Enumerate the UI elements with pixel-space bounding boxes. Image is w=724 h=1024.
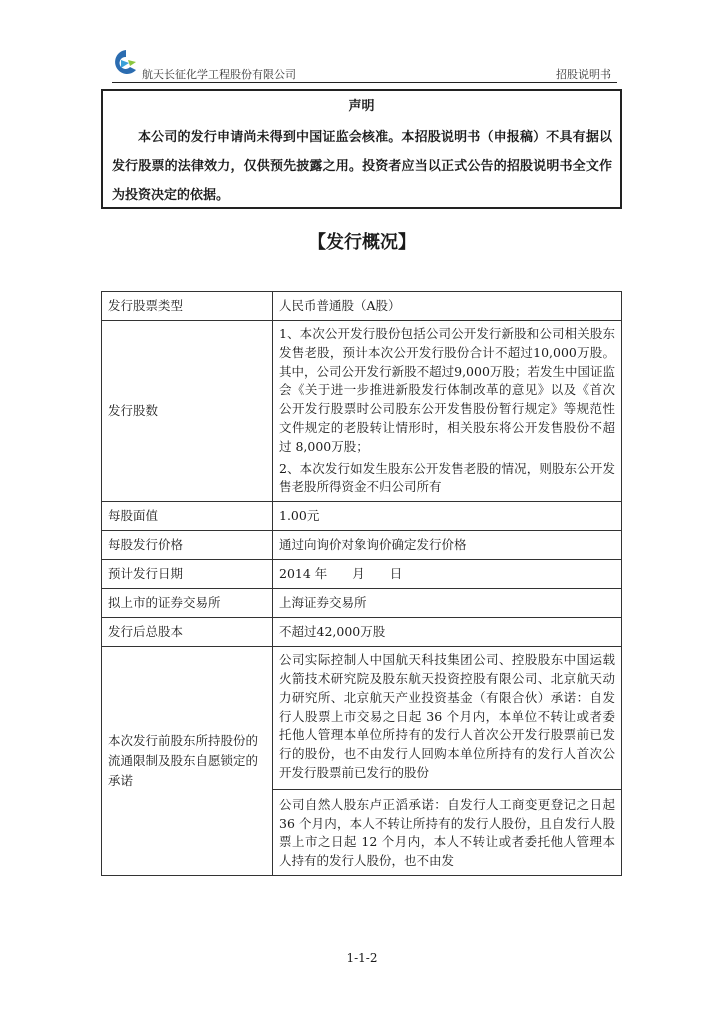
- row-label: 本次发行前股东所持股份的流通限制及股东自愿锁定的承诺: [102, 647, 273, 876]
- row-label: 发行股数: [102, 321, 273, 502]
- notice-title: 声明: [348, 99, 375, 114]
- paragraph: 公司自然人股东卢正滔承诺：自发行人工商变更登记之日起 36 个月内，本人不转让所持有的发行人股份，且自发行人股票上市之日起 12 个月内，本人不转让或者委托他人管理本人持有的发行人股份，也不由发: [273, 789, 621, 871]
- row-value: [273, 647, 622, 876]
- notice-box: [101, 89, 622, 209]
- row-value: 上海证券交易所: [273, 589, 622, 618]
- company-name: 航天长征化学工程股份有限公司: [142, 68, 296, 81]
- row-label: 拟上市的证券交易所: [102, 589, 273, 618]
- table-row: [102, 589, 622, 618]
- row-label: 预计发行日期: [102, 560, 273, 589]
- notice-body: 本公司的发行申请尚未得到中国证监会核准。本招股说明书（申报稿）不具有据以发行股票的法律效力，仅供预先披露之用。投资者应当以正式公告的招股说明书全文作为投资决定的依据。: [112, 130, 612, 203]
- table-row: [102, 292, 622, 321]
- row-value: 人民币普通股（A股）: [273, 292, 622, 321]
- page-header: [112, 48, 617, 83]
- table-row: [102, 647, 622, 876]
- table-row: [102, 618, 622, 647]
- document-type: 招股说明书: [556, 68, 611, 81]
- page-number: 1-1-2: [346, 951, 378, 965]
- row-label: 发行后总股本: [102, 618, 273, 647]
- offering-summary-table: [101, 291, 622, 876]
- section-title: 【发行概况】: [308, 232, 416, 253]
- row-label: 每股发行价格: [102, 531, 273, 560]
- paragraph: 1、本次公开发行股份包括公司公开发行新股和公司相关股东发售老股，预计本次公开发行股份合计不超过10,000万股。其中，公司公开发行新股不超过9,000万股；若发生中国证监会《关于进一步推进新股发行体制改革的意见》以及《首次公开发行股票时公司股东公开发售股份暂行规定》等规范性文件规定的老股转让情形时，相关股东将公开发售股份不超过 8,000万股；: [279, 326, 615, 454]
- row-label: 每股面值: [102, 502, 273, 531]
- row-label: 发行股票类型: [102, 292, 273, 321]
- row-value: 2014 年 月 日: [273, 560, 622, 589]
- row-value: [273, 321, 622, 502]
- row-value: 不超过42,000万股: [273, 618, 622, 647]
- paragraph: 2、本次发行如发生股东公开发售老股的情况，则股东公开发售老股所得资金不归公司所有: [279, 460, 615, 495]
- table-row: [102, 560, 622, 589]
- paragraph: 公司实际控制人中国航天科技集团公司、控股股东中国运载火箭技术研究院及股东航天投资控股有限公司、北京航天动力研究所、北京航天产业投资基金（有限合伙）承诺：自发行人股票上市交易之日起 36 个月内，本单位不转让或者委托他人管理本单位所持有的发行人首次公开发行股票前已发行的股份，也不由发行人回购本单位所持有的发行人首次公开发行股票前已发行的股份: [279, 652, 615, 780]
- company-logo-icon: [112, 48, 138, 78]
- table-row: [102, 531, 622, 560]
- table-row: [102, 502, 622, 531]
- table-row: [102, 321, 622, 502]
- row-value: 通过向询价对象询价确定发行价格: [273, 531, 622, 560]
- row-value: 1.00元: [273, 502, 622, 531]
